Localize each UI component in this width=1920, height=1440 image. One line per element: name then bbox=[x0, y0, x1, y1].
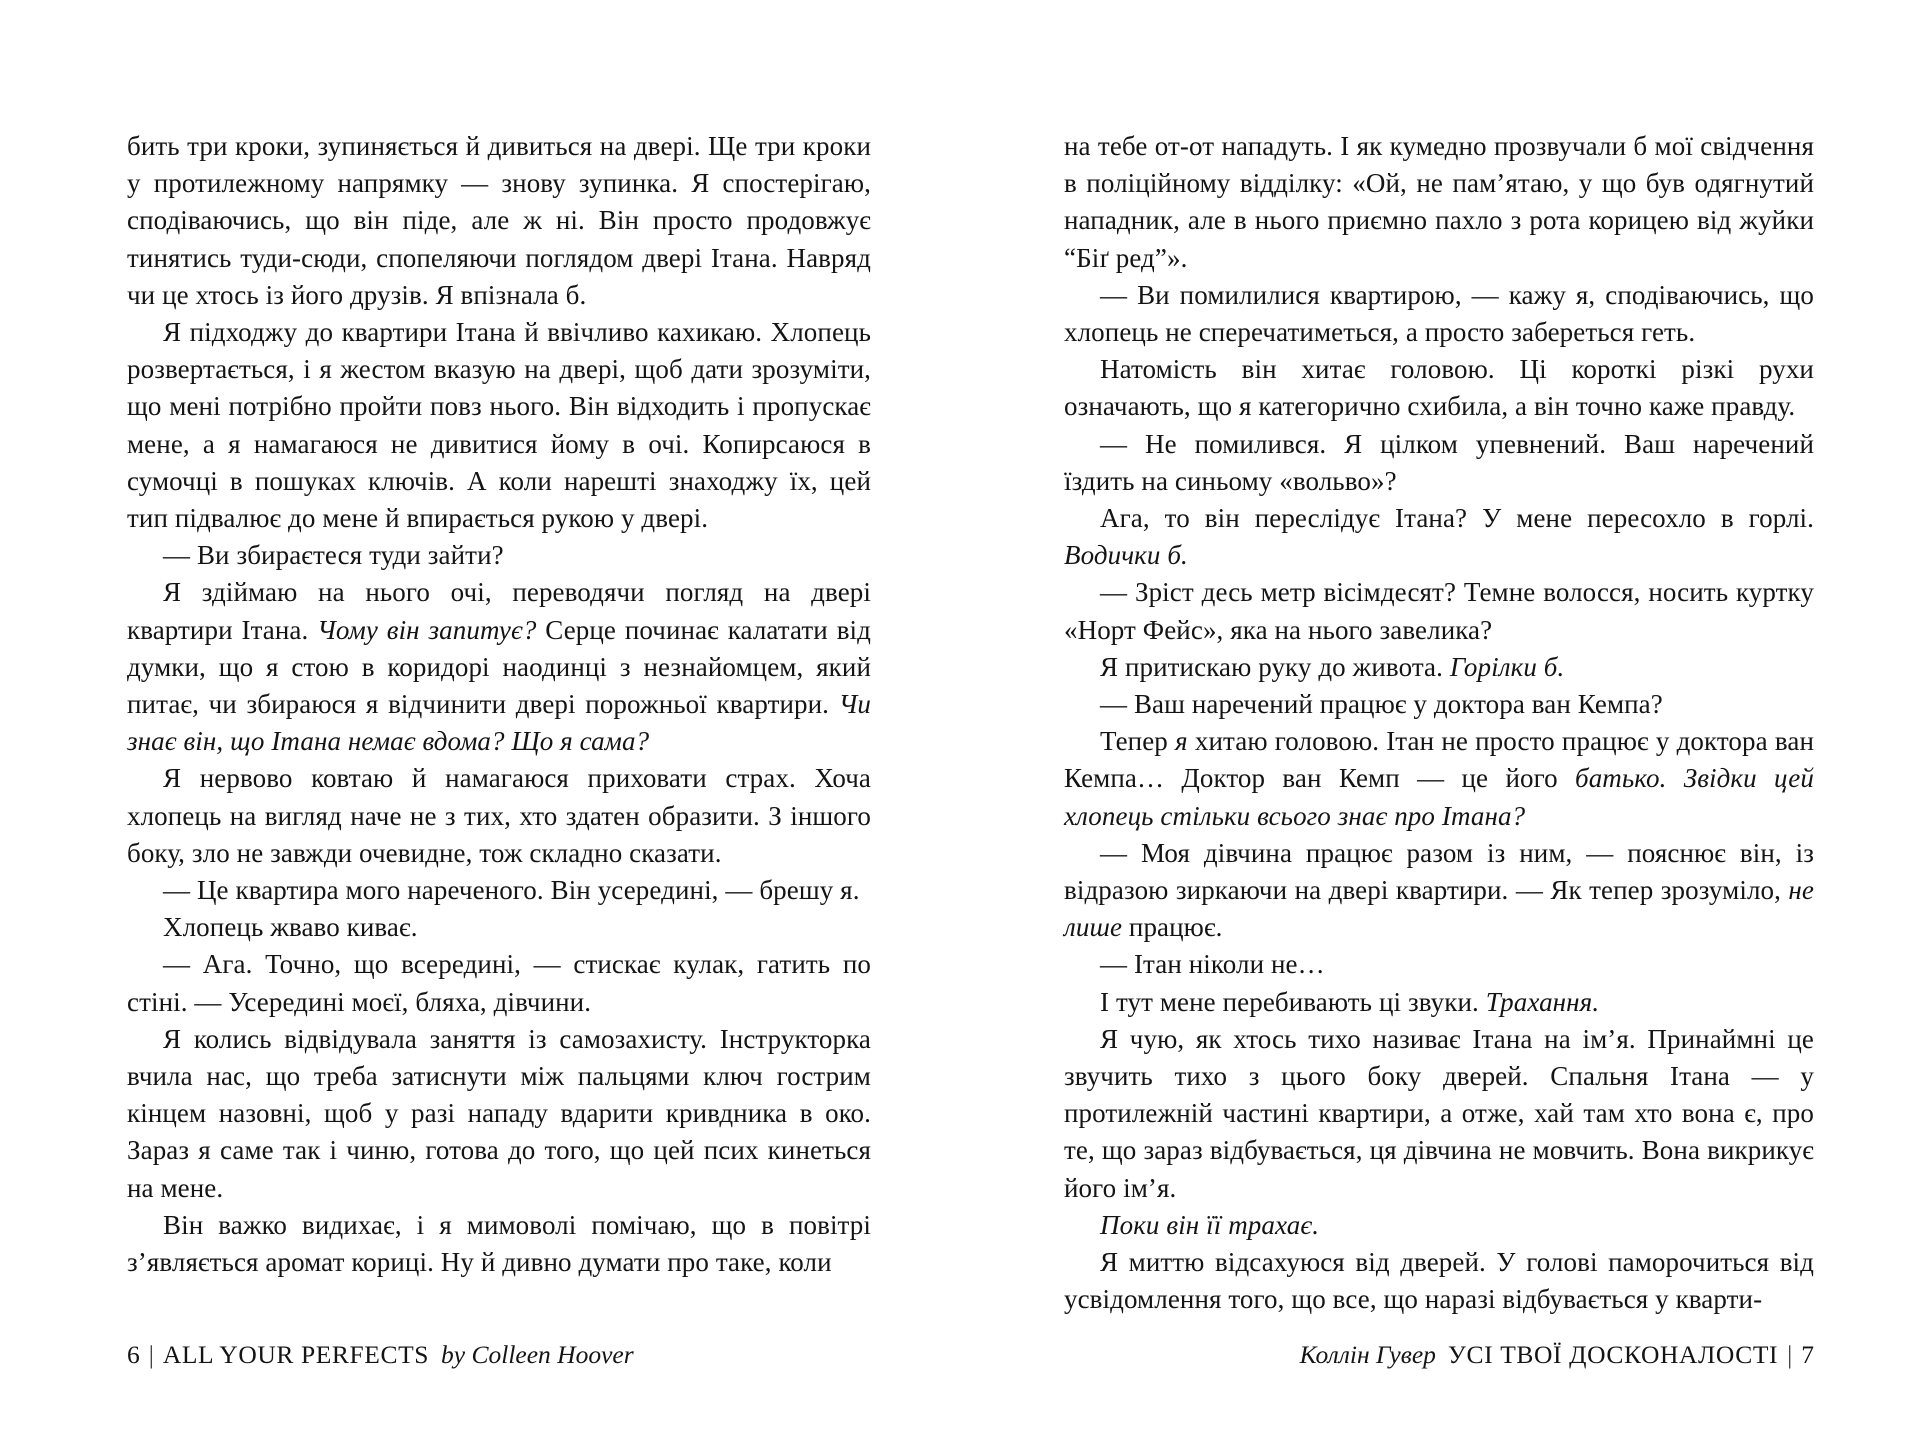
text-run-italic: не лише bbox=[1064, 875, 1814, 943]
text-run: на тебе от-от нападуть. І як кумедно прозвучали б мої свідчення в поліційному відділку: «Ой, не пам’ятаю, у що був одягнутий нападник, але в нього приємно пахло з рота корицею від жуйки “Біґ ред”». bbox=[1064, 131, 1814, 273]
text-run: Я нервово ковтаю й намагаюся приховати страх. Хоча хлопець на вигляд наче не з тих, хто здатен образити. З іншого боку, зло не завжди очевидне, тож складно сказати. bbox=[127, 763, 871, 868]
paragraph bbox=[127, 1207, 871, 1281]
paragraph bbox=[1064, 984, 1814, 1021]
text-run: — Зріст десь метр вісімдесят? Темне волосся, носить куртку «Норт Фейс», яка на нього завелика? bbox=[1064, 577, 1814, 645]
text-run: Я підходжу до квартири Ітана й ввічливо кахикаю. Хлопець розвертається, і я жестом вказую на двері, щоб дати зрозуміти, що мені потрібно пройти повз нього. Він відходить і пропускає мене, а я намагаюся не дивитися йому в очі. Копирсаюся в сумочці в пошуках ключів. А коли нарешті знаходжу їх, цей тип підвалює до мене й впирається рукою у двері. bbox=[127, 317, 871, 534]
page-right bbox=[1064, 0, 1814, 1440]
page-left-footer bbox=[127, 1340, 871, 1370]
paragraph bbox=[127, 574, 871, 760]
text-run: Я здіймаю на нього очі, переводячи погляд на двері квартири Ітана. bbox=[127, 577, 871, 645]
paragraph bbox=[127, 760, 871, 872]
text-run-italic: я bbox=[1175, 726, 1188, 757]
paragraph bbox=[127, 909, 871, 946]
paragraph bbox=[1064, 128, 1814, 277]
text-run: Серце починає калатати від думки, що я стою в коридорі наодинці з незнайомцем, який питає, чи збираюся я відчинити двері порожньої квартири. bbox=[127, 614, 871, 720]
text-run: Я притискаю руку до живота. bbox=[1100, 651, 1450, 682]
paragraph bbox=[1064, 500, 1814, 574]
text-run: Я колись відвідувала заняття із самозахисту. Інструкторка вчила нас, що треба затиснути між пальцями ключ гострим кінцем назовні, щоб у разі нападу вдарити кривдника в око. Зараз я саме так і чиню, готова до того, що цей псих кинеться на мене. bbox=[127, 1023, 871, 1203]
book-author-ukrainian: Коллін Гувер bbox=[1299, 1340, 1436, 1369]
text-run: І тут мене перебивають ці звуки. bbox=[1100, 986, 1486, 1017]
text-run: — Це квартира мого нареченого. Він усередині, — брешу я. bbox=[163, 875, 860, 906]
text-run: хитаю головою. Ітан не просто працює у доктора ван Кемпа… Доктор ван Кемп — це його bbox=[1064, 726, 1815, 794]
paragraph bbox=[127, 872, 871, 909]
text-run-italic: Чи знає він, що Ітана немає вдома? Що я сама? bbox=[127, 689, 871, 757]
page-number-right: 7 bbox=[1801, 1340, 1814, 1369]
text-run: Я миттю відсахуюся від дверей. У голові паморочиться від усвідомлення того, що все, що наразі відбувається у кварти- bbox=[1064, 1247, 1814, 1315]
footer-separator-left: | bbox=[148, 1340, 154, 1369]
text-run-italic: Трахання. bbox=[1485, 986, 1600, 1017]
text-run-italic: Поки він її трахає. bbox=[1100, 1209, 1320, 1240]
footer-separator-right: | bbox=[1787, 1340, 1793, 1369]
paragraph bbox=[127, 537, 871, 574]
text-run: — Ага. Точно, що всередині, — стискає кулак, гатить по стіні. — Усередині моєї, бляха, дівчини. bbox=[127, 949, 871, 1017]
paragraph bbox=[1064, 835, 1814, 947]
text-run: — Ваш наречений працює у доктора ван Кемпа? bbox=[1100, 689, 1663, 720]
page-number-left: 6 bbox=[127, 1340, 140, 1369]
text-run: — Не помилився. Я цілком упевнений. Ваш наречений їздить на синьому «вольво»? bbox=[1064, 428, 1814, 496]
page-right-footer bbox=[1064, 1340, 1814, 1370]
book-title-english: ALL YOUR PERFECTS bbox=[162, 1340, 430, 1369]
text-run: Натомість він хитає головою. Ці короткі різкі рухи означають, що я категорично схибила, а він точно каже правду. bbox=[1064, 354, 1814, 422]
text-run: Ага, то він переслідує Ітана? У мене пересохло в горлі. bbox=[1100, 503, 1814, 534]
text-run: Тепер bbox=[1100, 726, 1176, 757]
page-right-text bbox=[1064, 128, 1814, 1319]
text-run: — Ви помилилися квартирою, — кажу я, сподіваючись, що хлопець не сперечатиметься, а просто забереться геть. bbox=[1064, 279, 1814, 348]
text-run: Він важко видихає, і я мимоволі помічаю, що в повітрі з’являється аромат кориці. Ну й дивно думати про таке, коли bbox=[127, 1209, 871, 1278]
paragraph bbox=[1064, 723, 1814, 835]
paragraph bbox=[1064, 1021, 1814, 1207]
book-title-ukrainian: УСІ ТВОЇ ДОСКОНАЛОСТІ bbox=[1447, 1340, 1779, 1369]
paragraph bbox=[127, 314, 871, 537]
paragraph bbox=[1064, 351, 1814, 425]
page-left bbox=[127, 0, 871, 1440]
paragraph bbox=[1064, 686, 1814, 723]
text-run-italic: Чому він запитує? bbox=[317, 614, 537, 645]
page-left-text bbox=[127, 128, 871, 1281]
text-run: — Моя дівчина працює разом із ним, — пояснює він, із відразою зиркаючи на двері квартири. — Як тепер зрозуміло, bbox=[1064, 837, 1814, 906]
text-run: Хлопець жваво киває. bbox=[163, 912, 418, 943]
paragraph bbox=[1064, 946, 1814, 983]
text-run: Я чую, як хтось тихо називає Ітана на ім’я. Принаймні це звучить тихо з цього боку дверей. Спальня Ітана — у протилежній частині квартири, а отже, хай там хто вона є, про те, що зараз відбувається, ця дівчина не мовчить. Вона викрикує його ім’я. bbox=[1064, 1023, 1814, 1203]
text-run: бить три кроки, зупиняється й дивиться на двері. Ще три кроки у протилежному напрямку — знову зупинка. Я спостерігаю, сподіваючись, що він піде, але ж ні. Він просто продовжує тинятись туди-сюди, спопеляючи поглядом двері Ітана. Навряд чи це хтось із його друзів. Я впізнала б. bbox=[127, 131, 871, 310]
paragraph bbox=[1064, 574, 1814, 648]
text-run: — Ітан ніколи не… bbox=[1100, 949, 1325, 980]
text-run: — Ви збираєтеся туди зайти? bbox=[163, 540, 504, 571]
paragraph bbox=[1064, 277, 1814, 351]
paragraph bbox=[1064, 426, 1814, 500]
text-run: працює. bbox=[1122, 912, 1223, 943]
text-run-italic: Водички б. bbox=[1064, 540, 1188, 571]
paragraph bbox=[127, 946, 871, 1020]
paragraph bbox=[1064, 1244, 1814, 1318]
paragraph bbox=[127, 1021, 871, 1207]
paragraph bbox=[1064, 1207, 1814, 1244]
text-run-italic: Горілки б. bbox=[1449, 651, 1565, 682]
book-byline: by Colleen Hoover bbox=[441, 1340, 634, 1369]
paragraph bbox=[1064, 649, 1814, 686]
text-run-italic: батько. Звідки цей хлопець стільки всього знає про Ітана? bbox=[1064, 763, 1814, 831]
paragraph bbox=[127, 128, 871, 314]
